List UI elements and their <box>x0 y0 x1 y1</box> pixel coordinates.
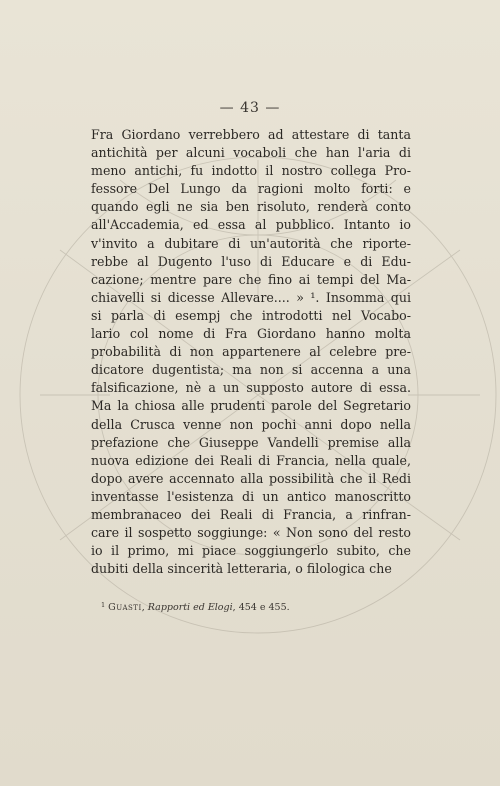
text-line: meno antichi, fu indotto il nostro collega Pro- <box>91 163 411 179</box>
text-line: dubiti della sincerità letteraria, o filologica che <box>91 561 392 577</box>
page-number: — 43 — <box>219 100 281 116</box>
text-line: dopo avere accennato alla possibilità che il Redi <box>91 470 411 486</box>
text-line: prefazione che Giuseppe Vandelli premise alla <box>91 434 411 450</box>
text-line: della Crusca venne non pochi anni dopo nella <box>91 416 411 432</box>
text-line: rebbe al Dugento l'uso di Educare e di Edu- <box>91 253 411 269</box>
text-line: cazione; mentre pare che fino ai tempi del Ma- <box>91 271 411 287</box>
body-text <box>91 126 411 578</box>
text-line: si parla di esempj che introdotti nel Vocabo- <box>91 307 411 323</box>
text-line: probabilità di non appartenere al celebre pre- <box>91 344 411 360</box>
text-line: v'invito a dubitare di un'autorità che riporte- <box>91 235 411 251</box>
text-line: quando egli ne sia ben risoluto, renderà conto <box>91 199 411 215</box>
footnote-pages: , 454 e 455. <box>232 602 290 613</box>
text-line: falsificazione, nè a un supposto autore di essa. <box>91 380 411 396</box>
footnote: $^1$ Guasti, Rapporti ed Elogi, 454 e 455. <box>101 601 290 613</box>
footnote-title: Rapporti ed Elogi <box>147 602 233 613</box>
text-line: Fra Giordano verrebbero ad attestare di tanta <box>91 127 411 142</box>
text-line: inventasse l'esistenza di un antico manoscritto <box>91 488 411 504</box>
text-line: nuova edizione dei Reali di Francia, nella quale, <box>91 452 411 468</box>
footnote-author: Guasti <box>108 602 142 613</box>
text-line: chiavelli si dicesse Allevare.... » ¹. Insomma qui <box>91 289 411 305</box>
text-line: care il sospetto soggiunge: « Non sono del resto <box>91 525 411 541</box>
footnote-marker: 1 <box>101 601 106 609</box>
text-line: lario col nome di Fra Giordano hanno molta <box>91 326 411 342</box>
text-line: all'Accademia, ed essa al pubblico. Intanto io <box>91 217 411 233</box>
text-line: io il primo, mi piace soggiungerlo subito, che <box>91 543 411 559</box>
text-line: membranaceo dei Reali di Francia, a rinfran- <box>91 506 411 522</box>
text-line: dicatore dugentista; ma non si accenna a una <box>91 362 411 378</box>
text-line: Ma la chiosa alle prudenti parole del Segretario <box>91 398 411 414</box>
text-line: fessore Del Lungo da ragioni molto forti: e <box>91 181 411 197</box>
text-line: antichità per alcuni vocaboli che han l'aria di <box>91 145 411 161</box>
